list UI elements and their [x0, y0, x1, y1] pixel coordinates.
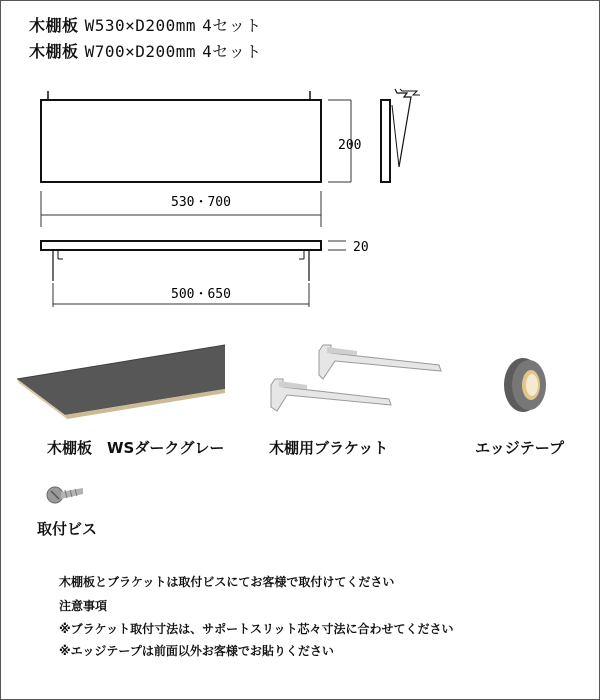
screw-image — [47, 487, 83, 503]
shelf-label: 木棚板 WSダークグレー — [47, 439, 225, 457]
shelf-board-image — [17, 345, 225, 419]
bracket-label: 木棚用ブラケット — [269, 439, 389, 457]
note-line-1: 木棚板とブラケットは取付ビスにてお客様で取付けてください — [59, 575, 395, 589]
screw-label: 取付ビス — [37, 520, 98, 538]
title-2-spec: W700×D200mm — [84, 42, 197, 61]
note-line-3: ※ブラケット取付寸法は、サポートスリット芯々寸法に合わせてください — [59, 622, 454, 636]
title-2-name: 木棚板 — [29, 42, 79, 61]
bracket-image — [271, 345, 441, 411]
edge-tape-image — [504, 358, 546, 412]
width-label: 530・700 — [171, 195, 231, 210]
title-2-qty: 4セット — [202, 42, 262, 61]
note-line-4: ※エッジテープは前面以外お客様でお貼りください — [59, 644, 334, 658]
title-1-name: 木棚板 — [29, 16, 79, 35]
edge-tape-label: エッジテープ — [475, 439, 564, 457]
title-1-qty: 4セット — [202, 16, 262, 35]
title-1-spec: W530×D200mm — [84, 16, 197, 35]
slot-span-label: 500・650 — [171, 287, 231, 302]
note-line-2: 注意事項 — [59, 599, 108, 613]
height-label: 200 — [338, 138, 362, 153]
thickness-label: 20 — [353, 240, 369, 255]
